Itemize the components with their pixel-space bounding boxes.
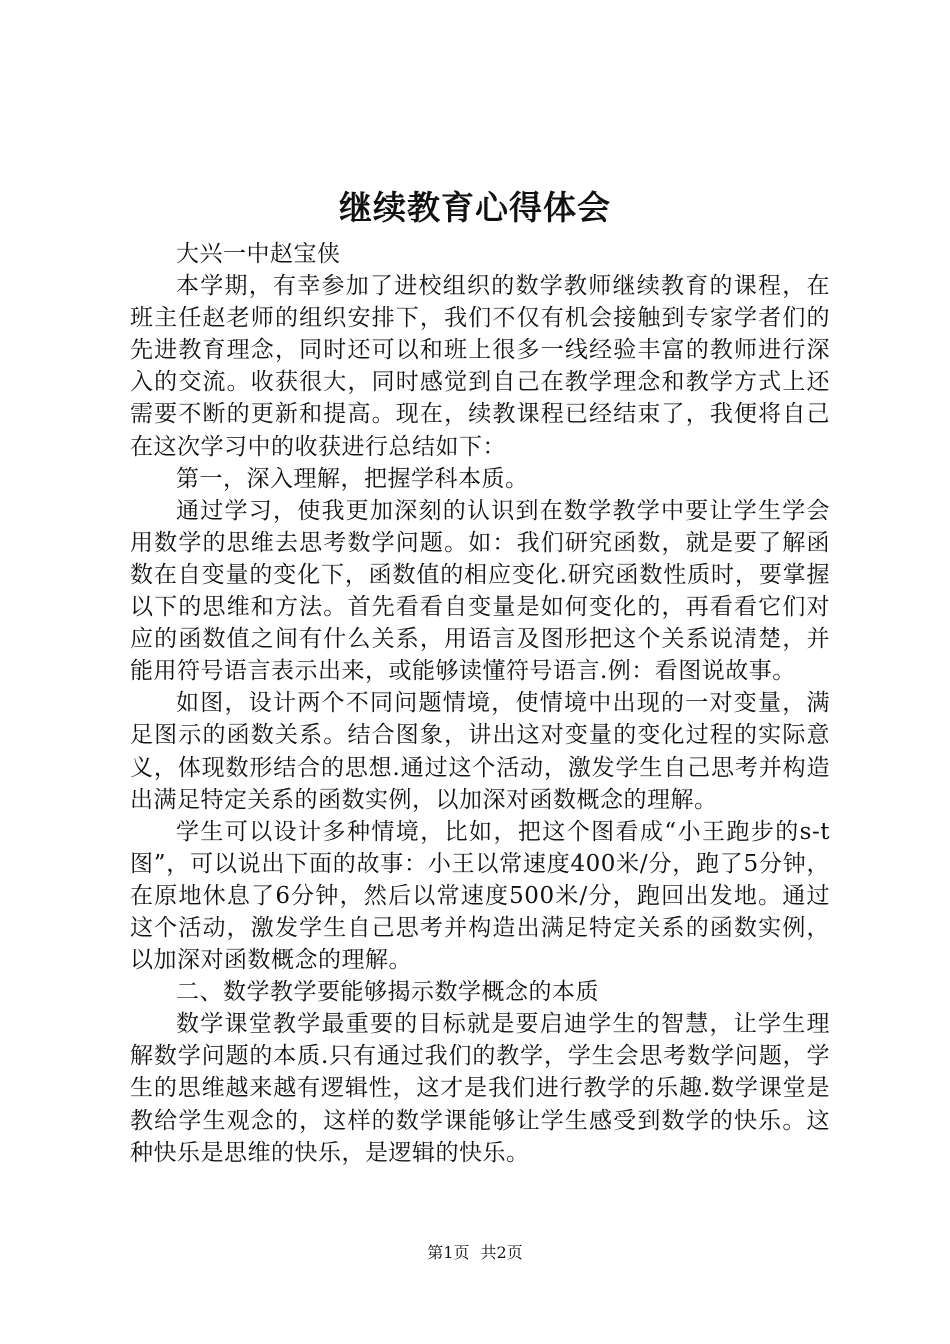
heading-first-point: 第一，深入理解，把握学科本质。 — [176, 465, 529, 492]
paragraph-classroom-goal: 数学课堂教学最重要的目标就是要启迪学生的智慧，让学生理解数学问题的本质.只有通过我们的教学，学生会思考数学问题，学生的思维越来越有逻辑性，这才是我们进行教学的乐趣.数学课堂是教给学生观念的，这样的数学课能够让学生感受到数学的快乐。这种快乐是思维的快乐，是逻辑的快乐。 — [130, 1011, 830, 1166]
author-line: 大兴一中赵宝侠 — [176, 241, 341, 267]
page-total: 共2页 — [480, 1243, 523, 1262]
paragraph-student-story: 学生可以设计多种情境，比如，把这个图看成“小王跑步的s-t图”，可以说出下面的故事：小王以常速度400米/分，跑了5分钟，在原地休息了6分钟，然后以常速度500米/分，跑回出发地。通过这个活动，激发学生自己思考并构造出满足特定关系的函数实例，以加深对函数概念的理解。 — [130, 818, 830, 974]
document-title: 继续教育心得体会 — [339, 188, 611, 227]
page-number: 第1页 — [427, 1243, 470, 1262]
page-footer — [0, 1242, 950, 1264]
paragraph-graph-example: 如图，设计两个不同问题情境，使情境中出现的一对变量，满足图示的函数关系。结合图象，讲出这对变量的变化过程的实际意义，体现数形结合的思想.通过这个活动，激发学生自己思考并构造出满足特定关系的函数实例，以加深对函数概念的理解。 — [130, 690, 830, 813]
document-body — [130, 238, 830, 1169]
heading-second-point: 二、数学教学要能够揭示数学概念的本质 — [176, 979, 599, 1006]
paragraph-function-study: 通过学习，使我更加深刻的认识到在数学教学中要让学生学会用数学的思维去思考数学问题。如：我们研究函数，就是要了解函数在自变量的变化下，函数值的相应变化.研究函数性质时，要掌握以下的思维和方法。首先看看自变量是如何变化的，再看看它们对应的函数值之间有什么关系，用语言及图形把这个关系说清楚，并能用符号语言表示出来，或能够读懂符号语言.例：看图说故事。 — [130, 497, 830, 685]
paragraph-intro: 本学期，有幸参加了进校组织的数学教师继续教育的课程，在班主任赵老师的组织安排下，我们不仅有机会接触到专家学者们的先进教育理念，同时还可以和班上很多一线经验丰富的教师进行深入的交流。收获很大，同时感觉到自己在教学理念和教学方式上还需要不断的更新和提高。现在，续教课程已经结束了，我便将自己在这次学习中的收获进行总结如下： — [130, 273, 830, 460]
